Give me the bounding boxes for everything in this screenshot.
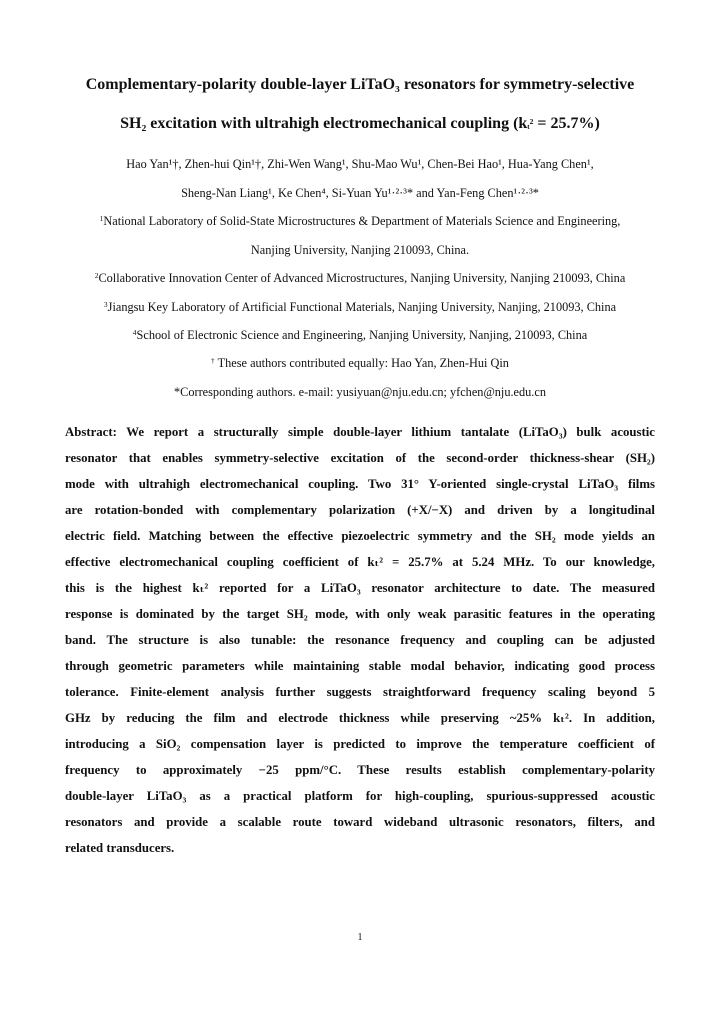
abstract-line: are rotation-bonded with complementary polarization (+X/−X) and driven by a longitudinal	[65, 503, 655, 517]
abstract-line: frequency to approximately −25 ppm/°C. These results establish complementary-polarity	[65, 763, 655, 777]
equal-contribution-note	[20, 355, 700, 371]
equal-contribution-text: These authors contributed equally: Hao Yan, Zhen-Hui Qin	[214, 356, 509, 370]
page-number: 1	[357, 932, 363, 943]
abstract-line: Abstract: We report a structurally simple double-layer lithium tantalate (LiTaO₃) bulk acoustic	[65, 425, 655, 439]
affiliation-2-mark: 2	[94, 271, 99, 280]
affiliation-3	[20, 299, 700, 315]
kt-superscript: 2	[529, 117, 534, 126]
abstract-line: related transducers.	[65, 841, 175, 855]
paper-title-line-2	[40, 114, 680, 134]
abstract-line: double-layer LiTaO₃ as a practical platform for high-coupling, spurious-suppressed acoustic	[65, 789, 655, 803]
abstract-line: resonator that enables symmetry-selective excitation of the second-order thickness-shear (SH₂)	[65, 451, 655, 465]
affiliation-2-text: Collaborative Innovation Center of Advanced Microstructures, Nanjing University, Nanjing 210093, China	[98, 271, 626, 285]
kt-subscript: t	[527, 123, 530, 131]
paper-title-line-2-text: SH₂ excitation with ultrahigh electromechanical coupling (k	[120, 115, 528, 132]
abstract-line: effective electromechanical coupling coefficient of kₜ² = 25.7% at 5.24 MHz. To our knowledge,	[65, 555, 655, 569]
affiliation-1-text: National Laboratory of Solid-State Microstructures & Department of Materials Science and Engineering,	[103, 214, 621, 228]
abstract-line: resonators and provide a scalable route toward wideband ultrasonic resonators, filters, and	[65, 815, 655, 829]
abstract-line: through geometric parameters while maintaining stable modal behavior, indicating good process	[65, 659, 655, 673]
affiliation-4	[20, 327, 700, 343]
affiliation-2	[20, 270, 700, 286]
abstract-line: mode with ultrahigh electromechanical coupling. Two 31° Y-oriented single-crystal LiTaO₃ films	[65, 477, 655, 491]
affiliation-4-text: School of Electronic Science and Engineering, Nanjing University, Nanjing, 210093, China	[136, 328, 588, 342]
abstract-line: tolerance. Finite-element analysis further suggests straightforward frequency scaling beyond 5	[65, 685, 655, 699]
author-list-line-2: Sheng-Nan Liang¹, Ke Chen⁴, Si-Yuan Yu¹·²·³* and Yan-Feng Chen¹·²·³*	[181, 186, 539, 200]
paper-title-line-2-end: = 25.7%)	[533, 115, 600, 132]
author-list-line-1: Hao Yan¹†, Zhen-hui Qin¹†, Zhi-Wen Wang¹, Shu-Mao Wu¹, Chen-Bei Hao¹, Hua-Yang Chen¹,	[126, 157, 594, 171]
affiliation-3-mark: 3	[103, 300, 108, 309]
affiliation-1-line-2: Nanjing University, Nanjing 210093, China.	[250, 243, 470, 257]
paper-title-line-1: Complementary-polarity double-layer LiTaO₃ resonators for symmetry-selective	[85, 76, 635, 93]
abstract-line: band. The structure is also tunable: the resonance frequency and coupling can be adjusted	[65, 633, 655, 647]
abstract-line: GHz by reducing the film and electrode thickness while preserving ~25% kₜ². In addition,	[65, 711, 655, 725]
abstract-line: electric field. Matching between the effective piezoelectric symmetry and the SH₂ mode yields an	[65, 529, 655, 543]
corresponding-authors: *Corresponding authors. e-mail: yusiyuan@nju.edu.cn; yfchen@nju.edu.cn	[173, 385, 546, 399]
affiliation-1-mark: 1	[99, 214, 104, 223]
affiliation-3-text: Jiangsu Key Laboratory of Artificial Functional Materials, Nanjing University, Nanjing, 210093, China	[107, 300, 617, 314]
abstract-line: this is the highest kₜ² reported for a LiTaO₃ resonator architecture to date. The measured	[65, 581, 655, 595]
abstract-line: response is dominated by the target SH₂ mode, with only weak parasitic features in the operating	[65, 607, 655, 621]
abstract	[65, 419, 655, 861]
affiliation-1-line-1	[20, 213, 700, 229]
abstract-line: introducing a SiO₂ compensation layer is predicted to improve the temperature coefficient of	[65, 737, 655, 751]
dagger-mark: †	[211, 356, 215, 365]
affiliation-4-mark: 4	[132, 328, 137, 337]
